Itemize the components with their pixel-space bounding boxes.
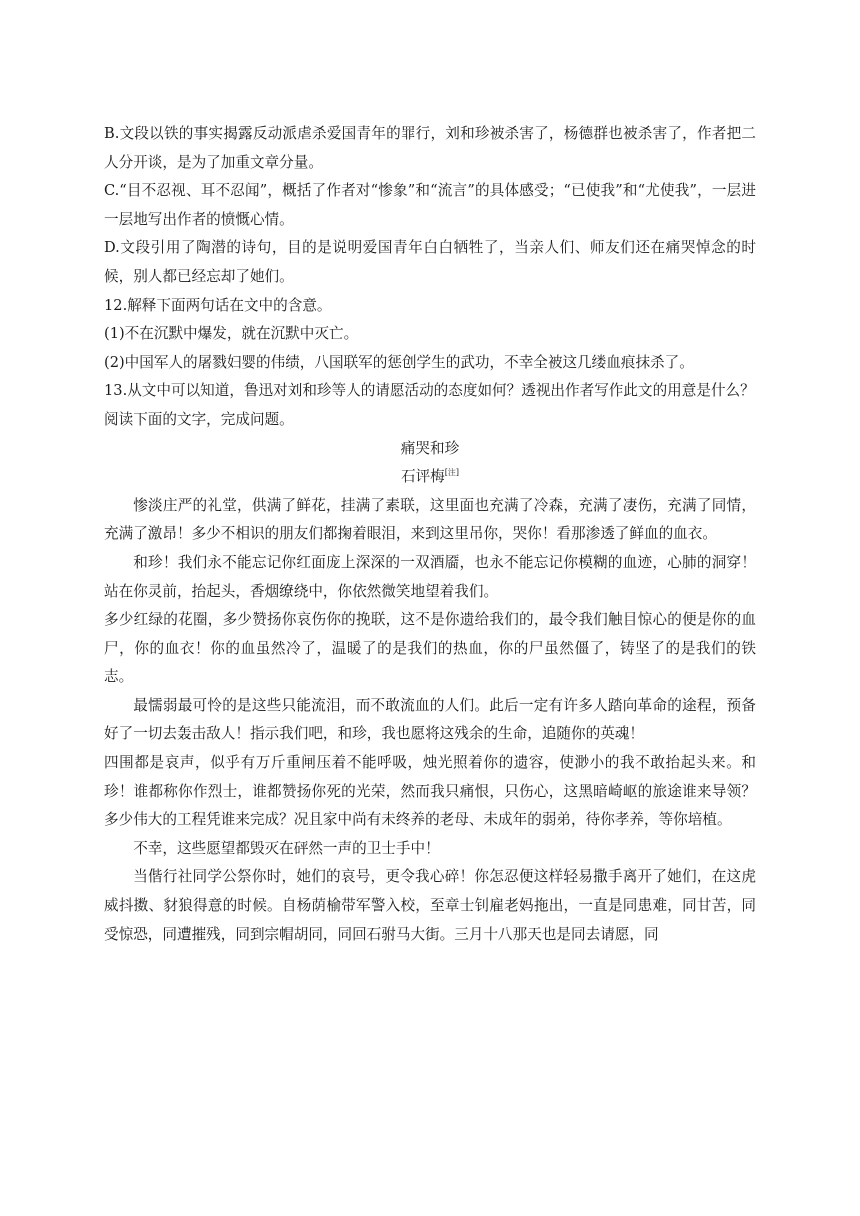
article-paragraph: 四围都是哀声，似乎有万斤重闸压着不能呼吸，烛光照着你的遗容，使渺小的我不敢抬起头来。和珍！谁都称你作烈士，谁都赞扬你死的光荣，然而我只痛恨，只伤心，这黑暗崎岖的旅途谁来导领？多少伟大的工程凭谁来完成？况且家中尚有未终养的老母、未成年的弱弟，待你孝养，等你培植。	[104, 754, 756, 829]
article-paragraph: 多少红绿的花圈，多少赞扬你哀伤你的挽联，这不是你遗给我们的，最令我们触目惊心的便是你的血尸，你的血衣！你的血虽然冷了，温暖了的是我们的热血，你的尸虽然僵了，铸坚了的是我们的铁志。	[104, 611, 756, 686]
footnote-marker: [注]	[444, 468, 460, 478]
article-title: 痛哭和珍	[400, 439, 460, 457]
option-b: B.文段以铁的事实揭露反动派虐杀爱国青年的罪行，刘和珍被杀害了，杨德群也被杀害了，作者把二人分开谈，是为了加重文章分量。	[104, 125, 756, 171]
article-paragraph: 惨淡庄严的礼堂，供满了鲜花，挂满了素联，这里面也充满了冷森，充满了凄伤，充满了同情，充满了激昂！多少不相识的朋友们都掬着眼泪，来到这里吊你，哭你！看那渗透了鲜血的血衣。	[104, 496, 756, 543]
document-page	[104, 120, 756, 949]
question-12-stem: 12.解释下面两句话在文中的含意。	[104, 296, 332, 314]
option-c: C.“目不忍视、耳不忍闻”，概括了作者对“惨象”和“流言”的具体感受；“已使我”和“尤使我”，一层进一层地写出作者的愤慨心情。	[104, 182, 756, 228]
article-paragraph: 不幸，这些愿望都毁灭在砰然一声的卫士手中！	[133, 839, 440, 857]
question-12-sentence-2: (2)中国军人的屠戮妇婴的伟绩，八国联军的惩创学生的武功，不幸全被这几缕血痕抹杀了。	[104, 353, 694, 371]
article-paragraph: 当偕行社同学公祭你时，她们的哀号，更令我心碎！你怎忍便这样轻易撒手离开了她们，在这虎威抖擞、豺狼得意的时候。自杨荫榆带军警入校，至章士钊雇老妈拖出，一直是同患难，同甘苦，同受惊恐，同遭摧残，同到宗帽胡同，同回石驸马大街。三月十八那天也是同去请愿，同	[104, 868, 756, 943]
reading-intro: 阅读下面的文字，完成问题。	[104, 410, 294, 428]
article-paragraph: 和珍！我们永不能忘记你红面庞上深深的一双酒靥，也永不能忘记你模糊的血迹，心肺的洞穿！站在你灵前，抬起头，香烟缭绕中，你依然微笑地望着我们。	[104, 553, 756, 600]
question-12-sentence-1: (1)不在沉默中爆发，就在沉默中灭亡。	[104, 325, 359, 343]
option-d: D.文段引用了陶潜的诗句，目的是说明爱国青年白白牺牲了，当亲人们、师友们还在痛哭悼念的时候，别人都已经忘却了她们。	[104, 239, 756, 285]
article-paragraph: 最懦弱最可怜的是这些只能流泪，而不敢流血的人们。此后一定有许多人踏向革命的途程，预备好了一切去轰击敌人！指示我们吧，和珍，我也愿将这残余的生命，追随你的英魂！	[104, 696, 756, 743]
article-author: 石评梅	[400, 468, 445, 486]
article-author-line	[104, 463, 756, 492]
question-13-stem: 13.从文中可以知道，鲁迅对刘和珍等人的请愿活动的态度如何？透视出作者写作此文的用意是什么？	[104, 382, 755, 400]
